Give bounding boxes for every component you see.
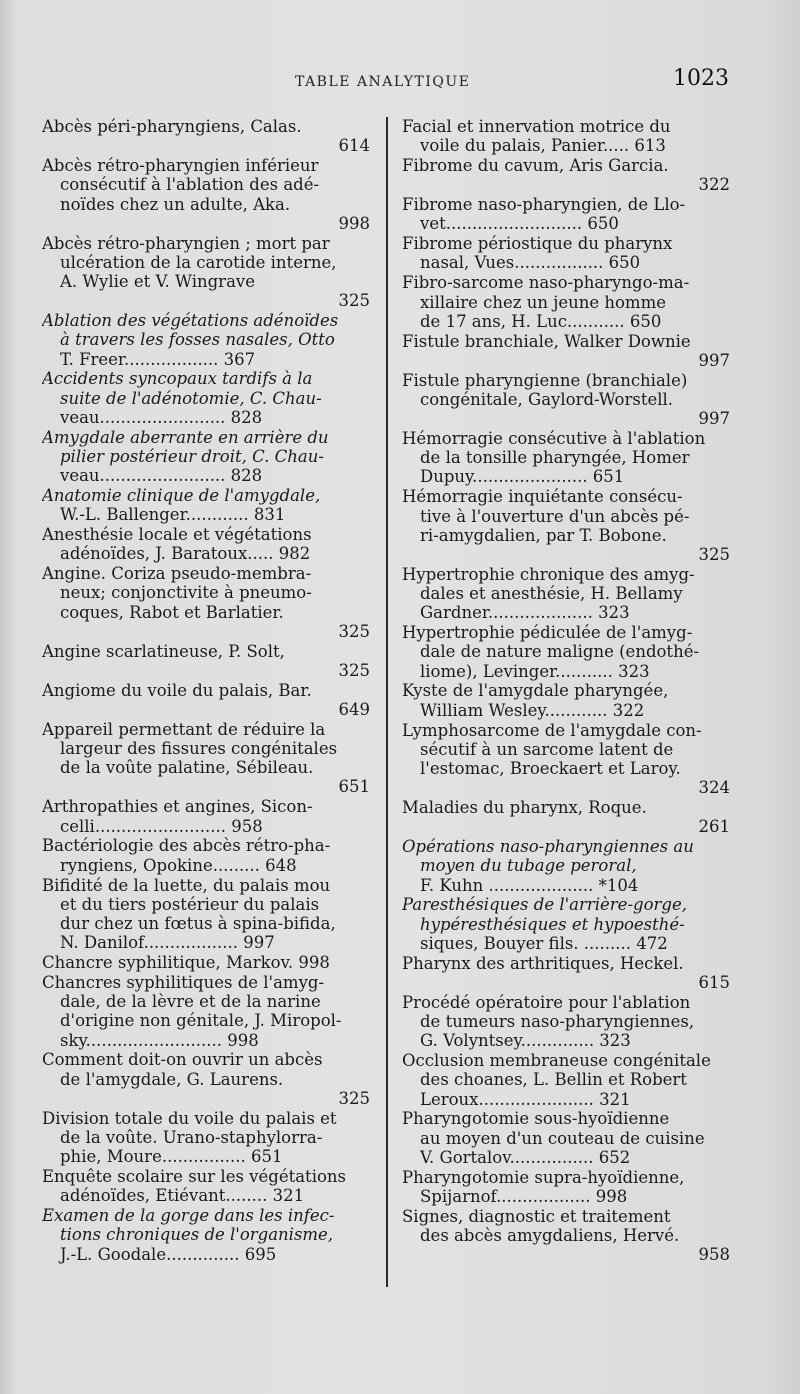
index-entry-line: adénoïdes, Etiévant........ 321 <box>60 1186 305 1206</box>
index-entry <box>42 642 370 680</box>
index-entry-line: Hémorragie inquiétante consécu- <box>402 487 683 507</box>
index-entry <box>42 311 370 369</box>
index-entry <box>42 1109 370 1167</box>
index-entry <box>402 429 730 487</box>
index-entry <box>402 487 730 564</box>
index-entry <box>402 195 730 233</box>
index-entry-line: neux; conjonctivite à pneumo- <box>60 583 312 603</box>
index-entry-line: sécutif à un sarcome latent de <box>420 739 674 759</box>
index-entry-line: Signes, diagnostic et traitement <box>402 1206 671 1226</box>
index-entry <box>42 797 370 835</box>
index-entry <box>402 117 730 155</box>
index-entry-line: des choanes, L. Bellin et Robert <box>420 1070 687 1090</box>
index-entry-line: Procédé opératoire pour l'ablation <box>402 992 691 1012</box>
index-entry <box>42 876 370 953</box>
index-entry-line: siques, Bouyer fils. ......... 472 <box>420 933 668 953</box>
index-entry-line: G. Volyntsey.............. 323 <box>420 1031 631 1051</box>
index-entry-line: de tumeurs naso-pharyngiennes, <box>420 1012 695 1032</box>
index-entry-line: Enquête scolaire sur les végétations <box>42 1167 346 1187</box>
index-entry <box>42 564 370 641</box>
index-entry-line: xillaire chez un jeune homme <box>420 292 666 312</box>
index-entry-line: Lymphosarcome de l'amygdale con- <box>402 720 702 740</box>
index-entry-line: ri-amygdalien, par T. Bobone. <box>420 525 667 545</box>
index-entry <box>402 332 730 370</box>
index-entry <box>402 1207 730 1265</box>
index-entry <box>402 1051 730 1109</box>
index-entry-line: des abcès amygdaliens, Hervé. <box>420 1226 680 1246</box>
index-entry-line: T. Freer.................. 367 <box>60 349 256 369</box>
index-entry-line: veau........................ 828 <box>60 466 263 486</box>
index-entry-line: Dupuy...................... 651 <box>420 467 625 487</box>
index-entry-line: Angine scarlatineuse, P. Solt, <box>42 641 285 661</box>
index-entry <box>402 623 730 681</box>
index-entry-line: 324 <box>698 778 730 798</box>
index-entry-line: 651 <box>338 777 370 797</box>
index-entry-line: Pharyngotomie sous-hyoïdienne <box>402 1109 670 1129</box>
index-entry <box>402 895 730 953</box>
index-entry-line: Ablation des végétations adénoïdes <box>42 311 339 331</box>
index-entry <box>42 1050 370 1108</box>
index-entry-line: 325 <box>338 660 370 680</box>
index-entry-line: Hémorragie consécutive à l'ablation <box>402 429 706 449</box>
index-entry <box>402 273 730 331</box>
index-entry-line: 325 <box>338 1088 370 1108</box>
index-entry-line: nasal, Vues................. 650 <box>420 253 641 273</box>
index-entry-line: 325 <box>338 291 370 311</box>
index-entry <box>42 973 370 1050</box>
index-entry-line: F. Kuhn .................... *104 <box>420 875 639 895</box>
index-entry-line: liome), Levinger........... 323 <box>420 661 650 681</box>
index-entry-line: vet.......................... 650 <box>420 214 619 234</box>
index-entry <box>42 428 370 486</box>
index-entry-line: Facial et innervation motrice du <box>402 117 671 136</box>
index-entry-line: 649 <box>338 699 370 719</box>
index-entry <box>42 156 370 233</box>
index-entry-line: Abcès rétro-pharyngien inférieur <box>42 156 319 176</box>
index-entry <box>402 993 730 1051</box>
index-entry-line: Fibrome naso-pharyngien, de Llo- <box>402 195 686 215</box>
index-entry-line: J.-L. Goodale.............. 695 <box>60 1244 277 1264</box>
index-entry-line: coques, Rabot et Barlatier. <box>60 602 284 622</box>
index-entry <box>42 234 370 311</box>
index-entry <box>402 954 730 992</box>
index-entry-line: dale de nature maligne (endothé- <box>420 642 700 662</box>
index-entry-line: noïdes chez un adulte, Aka. <box>60 194 291 214</box>
index-entry-line: et du tiers postérieur du palais <box>60 894 320 914</box>
index-entry-line: 325 <box>698 544 730 564</box>
index-entry-line: veau........................ 828 <box>60 407 263 427</box>
index-entry <box>402 234 730 272</box>
index-entry <box>42 720 370 797</box>
index-entry <box>402 1109 730 1167</box>
index-entry-line: de la tonsille pharyngée, Homer <box>420 448 690 468</box>
index-entry-line: Paresthésiques de l'arrière-gorge, <box>402 895 687 915</box>
index-entry <box>402 565 730 623</box>
index-entry-line: W.-L. Ballenger............ 831 <box>60 505 286 525</box>
index-entry <box>402 837 730 895</box>
index-entry-line: tive à l'ouverture d'un abcès pé- <box>420 506 690 526</box>
index-entry-line: Division totale du voile du palais et <box>42 1108 337 1128</box>
index-entry-line: Gardner.................... 323 <box>420 603 630 623</box>
page-header <box>0 66 800 106</box>
index-entry-line: de la voûte palatine, Sébileau. <box>60 758 314 778</box>
index-entry <box>402 798 730 836</box>
index-entry-line: d'origine non génitale, J. Miropol- <box>60 1011 342 1031</box>
index-entry <box>42 836 370 874</box>
index-entry <box>402 1168 730 1206</box>
index-entry-line: Hypertrophie chronique des amyg- <box>402 564 695 584</box>
index-entry-line: Fistule pharyngienne (branchiale) <box>402 370 688 390</box>
index-entry-line: Fibrome périostique du pharynx <box>402 234 673 254</box>
index-entry-line: Fibro-sarcome naso-pharyngo-ma- <box>402 273 690 293</box>
index-entry-line: Leroux...................... 321 <box>420 1089 631 1109</box>
index-entry-line: l'estomac, Broeckaert et Laroy. <box>420 758 681 778</box>
index-entry-line: dales et anesthésie, H. Bellamy <box>420 584 683 604</box>
index-entry-line: celli......................... 958 <box>60 816 263 836</box>
index-entry-line: dur chez un fœtus à spina-bifida, <box>60 913 336 933</box>
index-entry-line: voile du palais, Panier..... 613 <box>420 136 666 156</box>
index-entry <box>42 525 370 563</box>
index-entry-line: Abcès rétro-pharyngien ; mort par <box>42 233 330 253</box>
index-entry-line: Fibrome du cavum, Aris Garcia. <box>402 156 669 176</box>
index-entry-line: A. Wylie et V. Wingrave <box>60 272 255 291</box>
index-entry-line: Chancres syphilitiques de l'amyg- <box>42 972 325 992</box>
index-entry-line: Appareil permettant de réduire la <box>42 719 326 739</box>
index-entry-line: Angiome du voile du palais, Bar. <box>42 680 312 700</box>
index-entry-line: 958 <box>698 1245 730 1265</box>
index-entry-line: suite de l'adénotomie, C. Chau- <box>60 388 322 408</box>
column-divider <box>386 117 388 1287</box>
index-entry-line: hypéresthésiques et hypoesthé- <box>420 914 685 934</box>
page-number: 1023 <box>673 66 729 91</box>
index-entry-line: Amygdale aberrante en arrière du <box>42 427 329 447</box>
index-entry-line: de la voûte. Urano-staphylorra- <box>60 1127 323 1147</box>
index-entry <box>42 681 370 719</box>
index-entry <box>42 1167 370 1205</box>
index-entry-line: Bactériologie des abcès rétro-pha- <box>42 836 331 856</box>
index-entry-line: au moyen d'un couteau de cuisine <box>420 1128 705 1148</box>
index-entry <box>402 371 730 429</box>
index-entry <box>402 721 730 798</box>
index-entry-line: consécutif à l'ablation des adé- <box>60 175 320 195</box>
index-entry-line: V. Gortalov................ 652 <box>420 1147 631 1167</box>
index-entry-line: à travers les fosses nasales, Otto <box>60 330 335 350</box>
index-entry <box>42 1206 370 1264</box>
index-entry-line: Anatomie clinique de l'amygdale, <box>42 485 321 505</box>
index-column-left <box>42 117 370 1264</box>
index-entry-line: Opérations naso-pharyngiennes au <box>402 837 694 857</box>
index-entry-line: ulcération de la carotide interne, <box>60 252 337 272</box>
index-entry-line: Fistule branchiale, Walker Downie <box>402 331 691 351</box>
index-entry-line: moyen du tubage peroral, <box>420 856 637 876</box>
index-entry-line: 615 <box>698 972 730 992</box>
index-entry-line: Hypertrophie pédiculée de l'amyg- <box>402 623 693 643</box>
index-entry-line: Maladies du pharynx, Roque. <box>402 798 647 818</box>
index-entry-line: pilier postérieur droit, C. Chau- <box>60 446 324 466</box>
index-entry-line: N. Danilof.................. 997 <box>60 933 275 953</box>
index-entry-line: Arthropathies et angines, Sicon- <box>42 797 313 817</box>
index-entry-line: 997 <box>698 409 730 429</box>
index-entry-line: phie, Moure................ 651 <box>60 1147 283 1167</box>
index-entry-line: largeur des fissures congénitales <box>60 739 338 759</box>
index-entry-line: adénoïdes, J. Baratoux..... 982 <box>60 544 311 564</box>
index-entry-line: 614 <box>338 136 370 156</box>
index-column-right <box>402 117 730 1265</box>
index-entry-line: Spijarnof.................. 998 <box>420 1186 628 1206</box>
index-entry-line: Bifidité de la luette, du palais mou <box>42 875 331 895</box>
index-entry-line: Pharyngotomie supra-hyoïdienne, <box>402 1167 685 1187</box>
index-entry-line: de 17 ans, H. Luc........... 650 <box>420 311 662 331</box>
index-entry-line: ryngiens, Opokine......... 648 <box>60 855 297 875</box>
index-entry-line: Examen de la gorge dans les infec- <box>42 1206 335 1226</box>
index-entry-line: Chancre syphilitique, Markov. 998 <box>42 953 330 973</box>
index-entry-line: William Wesley............ 322 <box>420 700 645 720</box>
index-entry-line: Occlusion membraneuse congénitale <box>402 1051 711 1071</box>
index-entry-line: 325 <box>338 621 370 641</box>
index-entry <box>42 486 370 524</box>
index-entry-line: dale, de la lèvre et de la narine <box>60 992 321 1012</box>
index-entry-line: Pharynx des arthritiques, Heckel. <box>402 953 684 973</box>
index-entry <box>42 953 370 972</box>
index-entry-line: Kyste de l'amygdale pharyngée, <box>402 681 669 701</box>
index-entry-line: Accidents syncopaux tardifs à la <box>42 369 313 389</box>
index-entry-line: sky.......................... 998 <box>60 1030 259 1050</box>
index-entry-line: tions chroniques de l'organisme, <box>60 1225 334 1245</box>
index-entry-line: 322 <box>698 175 730 195</box>
index-entry-line: 997 <box>698 350 730 370</box>
index-entry-line: 261 <box>698 817 730 837</box>
index-entry-line: 998 <box>338 213 370 233</box>
index-entry-line: de l'amygdale, G. Laurens. <box>60 1069 284 1089</box>
index-entry <box>402 681 730 719</box>
running-title: TABLE ANALYTIQUE <box>295 74 471 90</box>
index-entry <box>42 369 370 427</box>
index-entry <box>42 117 370 155</box>
index-entry-line: Anesthésie locale et végétations <box>42 525 312 545</box>
index-entry-line: congénitale, Gaylord-Worstell. <box>420 389 674 409</box>
index-entry-line: Comment doit-on ouvrir un abcès <box>42 1050 323 1070</box>
index-entry-line: Angine. Coriza pseudo-membra- <box>42 564 312 584</box>
index-entry <box>402 156 730 194</box>
index-entry-line: Abcès péri-pharyngiens, Calas. <box>42 117 302 136</box>
